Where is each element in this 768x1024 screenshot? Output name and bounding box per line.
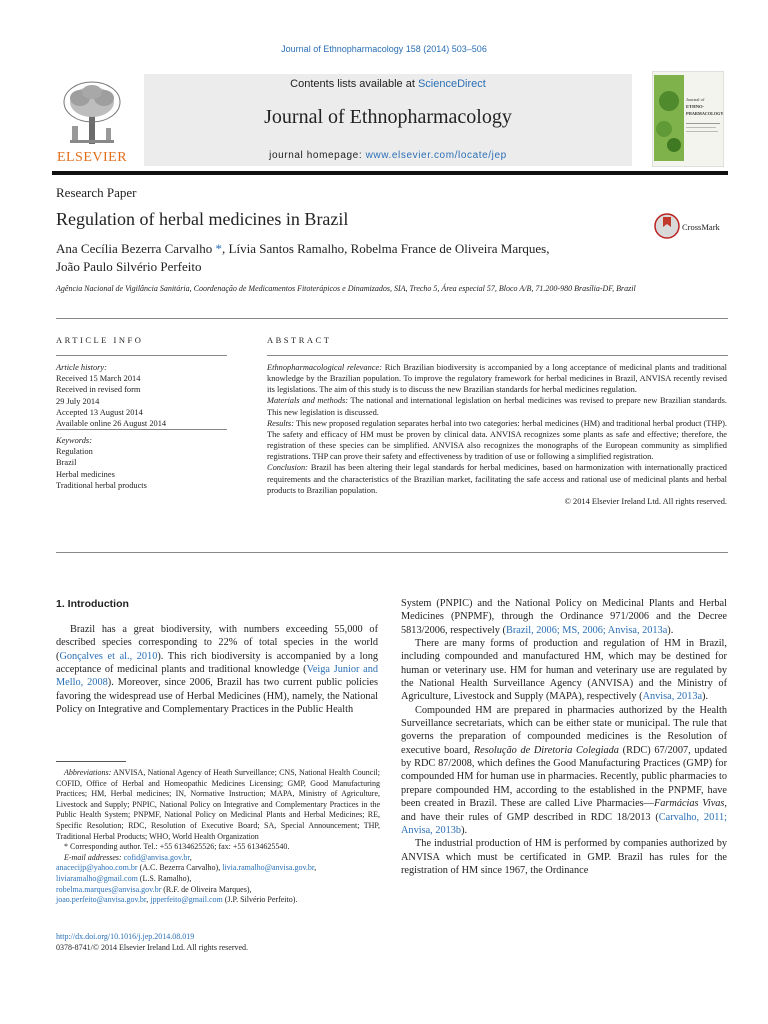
email-owner: (L.S. Ramalho), [137,873,192,883]
article-history [56,362,231,429]
p2-text-a: There are many forms of production and regulation of HM in Brazil, including compounded and manufactured HM, which may be destined for human or veterinary use. HM for human and veterinary use are regulated by the National Health Surveillance Agency (ANVISA) and the Ministry of Agriculture, Livestock and Supply (MAPA), respectively ( [401,638,727,703]
r1-text-b: ). [667,624,674,636]
keywords [56,435,231,491]
authors-rest: , Lívia Santos Ramalho, Robelma France de Oliveira Marques, [222,241,550,256]
article-info-rule [56,355,227,356]
abstract-methods [267,395,727,417]
intro-paragraph-1 [56,623,378,716]
abbreviations-footnote [56,768,380,842]
header-rule [52,171,728,175]
email-owner: (A.C. Bezerra Carvalho), [137,863,223,873]
journal-citation[interactable] [0,44,768,54]
crossmark-badge[interactable] [654,211,734,241]
abstract-results [267,418,727,463]
masthead [52,74,728,170]
p3-text-d: ). [461,824,468,836]
footnote-rule [56,761,126,762]
abstract-relevance [267,362,727,395]
journal-title: Journal of Ethnopharmacology [264,106,512,128]
paper-title: Regulation of herbal medicines in Brazil [56,209,349,229]
author-1[interactable]: Ana Cecília Bezerra Carvalho [56,241,216,256]
methods-text: The national and international legislation on herbal medicines was revised to prepare new Brazilian standards. This new legislation is discussed. [267,396,727,417]
methods-label: Materials and methods: [267,396,349,406]
author-4: João Paulo Silvério Perfeito [56,259,202,274]
history-item: Available online 26 August 2014 [56,419,167,429]
p3-italic-rdc: Resolução de Diretoria Colegiada [473,744,619,756]
elsevier-wordmark: ELSEVIER [56,150,128,165]
journal-banner [144,74,632,166]
doi-block [56,932,248,953]
article-info-heading: ARTICLE INFO [56,335,144,345]
p1-text-a: Brazil has a great biodiversity, with numbers exceeding 55,000 of described species corresponding to 22% of total species in the world ( [56,624,378,662]
email-owner: (R.F. de Oliveira Marques), [161,884,252,894]
email-link[interactable]: livia.ramalho@anvisa.gov.br [222,863,315,873]
email-link[interactable]: cofid@anvisa.gov.br [123,852,190,862]
email-footnote: E-mail addresses: cofid@anvisa.gov.br, anacecijp@yahoo.com.br (A.C. Bezerra Carvalho), livia.ramalho@anvisa.gov.br, liviaramalho@gmail.com (L.S. Ramalho), robelma.marques@anvisa.gov.br (R.F. de Oliveira Marques), joao.perfeito@anvisa.gov.br, jpperfeito@gmail.com (J.P. Silvério Perfeito). [56,852,317,905]
email-link[interactable]: joao.perfeito@anvisa.gov.br [56,895,147,905]
relevance-text: Rich Brazilian biodiversity is accompanied by a long acceptance of medicinal plants and traditional knowledge by the Brazilian population. To improve the regulatory framework for herbal medicines in Brazil, ANVISA recently revised its legislations. The aim of this study is to discuss the new Brazilian standards for herbal medicines regulation. [267,363,727,395]
p3-italic-farmacias: Farmácias Vivas [653,798,725,810]
corresponding-author-marker[interactable]: * [215,241,223,256]
history-item: Received 15 March 2014 [56,374,141,384]
results-label: Results: [267,418,294,428]
section-heading-introduction: 1. Introduction [56,598,129,610]
p2-text-b: ). [702,691,709,703]
ref-anvisa-2013a[interactable]: Anvisa, 2013a [642,691,703,703]
intro-paragraph-1-cont [401,597,727,637]
keyword-item: Regulation [56,447,93,457]
abstract-rule [267,355,728,356]
ref-goncalves-2010[interactable]: Gonçalves et al., 2010 [59,650,158,662]
conclusion-text: Brazil has been altering their legal standards for herbal medicines, based on harmonization with internationally practiced requirements and the characteristics of the Brazilian market, facilitating the safe access and rational use of medicinal plants and herbal products to Brazilian population. [267,463,727,495]
history-item: Received in revised form [56,385,141,395]
homepage-line [144,150,632,161]
elsevier-logo[interactable] [52,74,132,170]
footnotes [56,768,380,906]
relevance-label: Ethnopharmacological relevance: [267,363,383,372]
results-text: This new proposed regulation separates herbal into two categories: herbal medicines (HM) and traditional herbal product (THP). The safety and efficacy of HM must be proven by clinical data. ANVISA recognizes some plants as safe and effective; therefore, the registration of these species can be simplified. ANVISA also recognizes the monographs of the European community as simplified registrations. THP can prove their safety and effectiveness by tradition of use or following a simplified registration. [267,418,727,462]
paper-type: Research Paper [56,185,137,200]
email-owner: (J.P. Silvério Perfeito). [222,895,298,905]
ref-brazil-2006[interactable]: Brazil, 2006; MS, 2006; Anvisa, 2013a [505,624,668,636]
homepage-link[interactable]: www.elsevier.com/locate/jep [365,150,507,161]
sciencedirect-link[interactable]: ScienceDirect [417,78,486,90]
bottom-rule [56,552,728,553]
keyword-item: Herbal medicines [56,469,115,479]
abstract-conclusion [267,462,727,495]
email-link[interactable]: robelma.marques@anvisa.gov.br [56,884,162,894]
email-link[interactable]: anacecijp@yahoo.com.br [56,863,138,873]
crossmark-label: CrossMark [682,222,720,232]
contents-line [144,78,632,90]
conclusion-label: Conclusion: [267,463,308,473]
history-label: Article history: [56,363,107,372]
crossmark-icon [654,211,734,241]
p1-text-c: ). Moreover, since 2006, Brazil has two current public policies favoring the widespread use of Herbal Medicines (HM), namely, the National Policy on Integrative and Complementary Practices in the Public Health [56,677,378,716]
author-list [56,240,646,276]
doi-link[interactable]: http://dx.doi.org/10.1016/j.jep.2014.08.019 [56,932,195,941]
abbrev-text: ANVISA, National Agency of Heath Surveillance; CNS, National Health Council; COFID, Office of Herbal and Homeopathic Medicines Licensing; GMP, Good Manufacturing Practices; HM, Herbal medicines; IN, Normative Instruction; MAPA, Ministry of Agriculture, Livestock and Supply; PNPIC, National Policy on Integrative and Complementary Practices in the Public Health System; PNPMF, National Policy on Medicinal Plants and Herbal Medicines; RE, Specific Resolution; RDC, Resolution of Executive Board; SA, Special Announcement; THP, Traditional Herbal Products; WHO, World Health Organization [56,768,380,841]
ref-carvalho-2011[interactable]: Carvalho, 2011; Anvisa, 2013b [401,811,727,836]
cover-title-part2: ETHNO- [686,104,705,109]
affiliation: Agência Nacional de Vigilância Sanitária, Coordenação de Medicamentos Fitoterápicos e Dinamizados, SIA, Trecho 5, Área especial 57, Bloco A/B, 71.200-980 Brasília-DF, Brazil [56,284,636,293]
journal-cover-thumbnail[interactable] [652,71,724,167]
homepage-prefix: journal homepage: [269,150,366,161]
email-link[interactable]: liviaramalho@gmail.com [56,873,138,883]
body-column-left [56,623,378,716]
body-column-right [401,597,727,877]
keyword-item: Traditional herbal products [56,480,147,490]
keywords-rule [56,429,227,430]
abstract-copyright: © 2014 Elsevier Ireland Ltd. All rights reserved. [564,496,727,506]
elsevier-tree-icon [60,78,124,150]
abbrev-label: Abbreviations: [64,768,112,777]
p3-text-b: (RDC) 67/2007, updated by RDC 87/2008, which defines the Good Manufacturing Practices (GMP) for compounded HM for human use in pharmacies. Recently, public pharmacies to prepare compounded HM, according to the established in the PNPMF, have been created in Brazil. These are called Live Pharmacies— [401,744,727,810]
email-label: E-mail addresses: [64,852,122,862]
intro-paragraph-4: The industrial production of HM is performed by companies authorized by ANVISA which must be certificated in GMP. Brazil has rules for the registration of HM since 1967, the Ordinance [401,838,727,876]
email-link[interactable]: jpperfeito@gmail.com [150,895,223,905]
p1-text-b: ). This rich biodiversity is accompanied by a long acceptance of medicinal plants and traditional knowledge ( [56,650,378,676]
citation-link[interactable]: Journal of Ethnopharmacology 158 (2014) 503–506 [281,44,487,54]
corresponding-footnote: * Corresponding author. Tel.: +55 6134625526; fax: +55 6134625540. [64,842,290,852]
history-item: 29 July 2014 [56,396,100,406]
r1-text-a: System (PNPIC) and the National Policy on Medicinal Plants and Herbal Medicines (PNPMF), through the Ordinance 971/2006 and the Decree 5813/2006, respectively ( [401,598,727,636]
ref-veiga-2008[interactable]: Veiga Junior and Mello, 2008 [56,664,378,689]
keywords-label: Keywords: [56,436,92,445]
intro-paragraph-3 [401,704,727,837]
p3-text-c: , and have their rules of GMP described in RDC 18/2013 ( [401,798,727,823]
top-rule [56,318,728,319]
cover-title-part3: PHARMACOLOGY [686,111,724,116]
keyword-item: Brazil [56,458,77,468]
abstract-heading: ABSTRACT [267,335,332,345]
intro-paragraph-2 [401,637,727,704]
cover-title-part1: Journal of [686,97,705,102]
contents-prefix: Contents lists available at [290,78,418,90]
issn-line: 0378-8741/© 2014 Elsevier Ireland Ltd. All rights reserved. [56,942,249,952]
history-item: Accepted 13 August 2014 [56,407,143,417]
abstract-body [267,362,727,507]
p3-text-a: Compounded HM are prepared in pharmacies authorized by the Health Surveillance secretariats, which can be either state or municipal. The rule that governs the preparation of compounded medicines is the Resolution of executive board, [401,704,727,756]
